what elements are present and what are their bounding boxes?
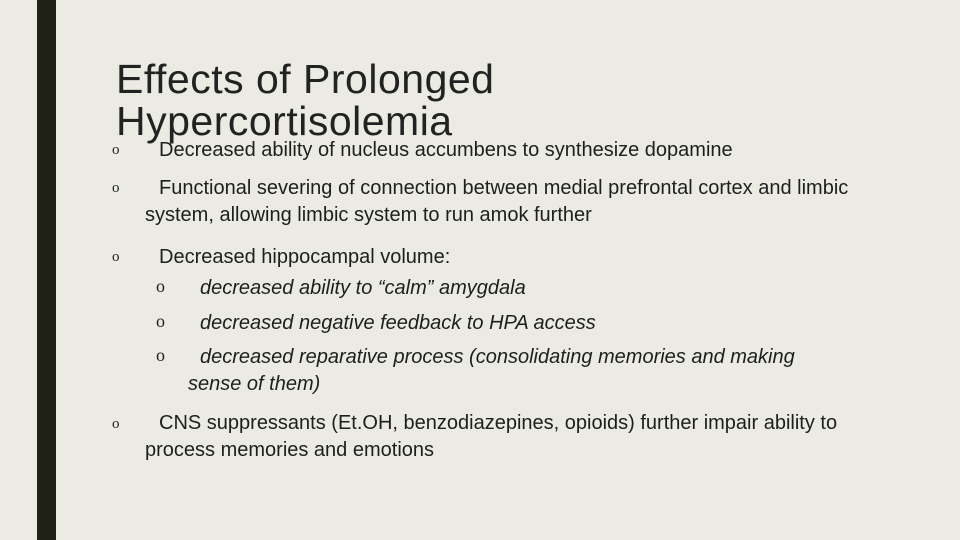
slide-title: Effects of Prolonged Hypercortisolemia (116, 56, 495, 144)
list-item (145, 175, 905, 229)
sub-list-item: decreased ability to “calm” amygdala (200, 277, 526, 299)
list-item-text: Functional severing of connection between medial prefrontal cortex and limbic system, allowing limbic system to run amok further (145, 177, 849, 226)
sub-list-item: decreased reparative process (consolidating memories and making sense of them) (188, 346, 795, 395)
sub-bullet-icon: o (156, 276, 165, 296)
sub-bullet-icon: o (156, 311, 165, 331)
list-item-text: CNS suppressants (Et.OH, benzodiazepines, opioids) further impair ability to process memories and emotions (145, 412, 838, 461)
bullet-icon: o (112, 142, 120, 158)
list-item (145, 244, 905, 271)
bullet-icon: o (112, 180, 120, 196)
bullet-icon: o (112, 249, 120, 265)
sub-bullet-icon: o (156, 345, 165, 365)
list-item-text: Decreased hippocampal volume: (159, 246, 451, 268)
sub-list-item: decreased negative feedback to HPA access (200, 312, 596, 334)
list-item-text: Decreased ability of nucleus accumbens to synthesize dopamine (159, 139, 733, 161)
bullet-icon: o (112, 416, 120, 432)
list-item (145, 410, 905, 464)
list-item (145, 137, 905, 164)
